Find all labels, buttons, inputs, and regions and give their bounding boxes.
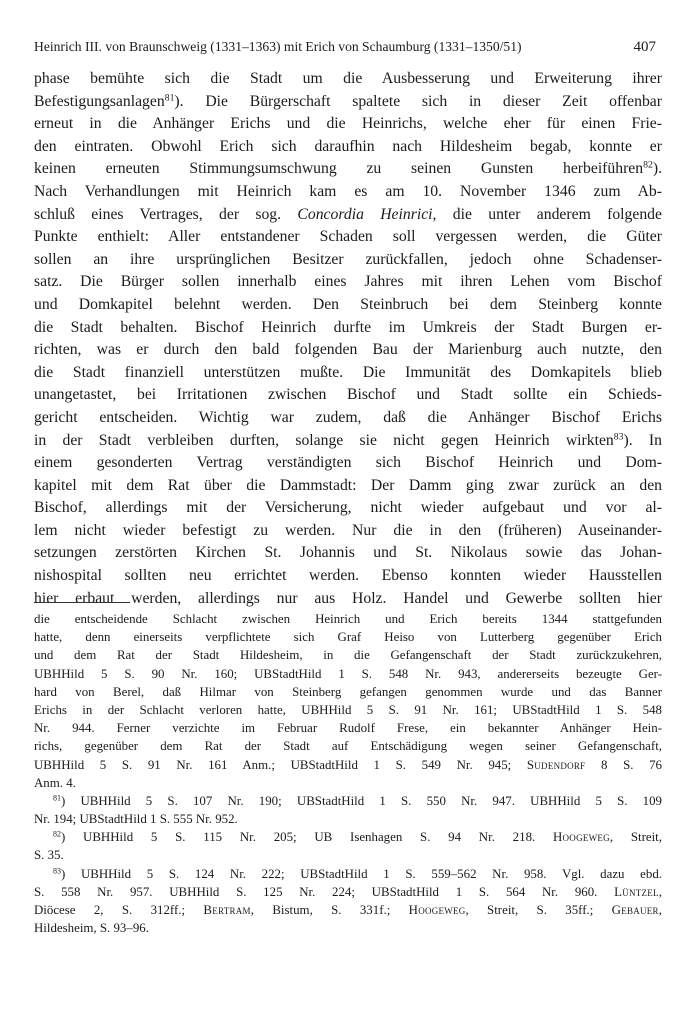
text-line: den eintraten. Obwohl Erich sich daraufhin nach Hildesheim begab, konnte er <box>34 137 662 155</box>
footnote-line: Anm. 4. <box>34 775 76 790</box>
text-line: sollen an ihre ursprünglichen Besitzer zurückfallen, jedoch ohne Schadenser- <box>34 250 662 268</box>
text-line: Punkte enthielt: Aller entstandener Schaden soll vergessen werden, die Güter <box>34 228 662 246</box>
text-line: unangetastet, bei Irritationen zwischen Bischof und Stadt sollte ein Schieds- <box>34 386 662 404</box>
footnote-83: $^{83}$) UBHHild 5 S. 124 Nr. 222; UBStadtHild 1 S. 559–562 Nr. 958. Vgl. dazu ebd. <box>53 866 662 881</box>
text-line: Bischof, allerdings mit der Versicherung, nicht wieder aufgebaut und vor al- <box>34 499 662 517</box>
running-title: Heinrich III. von Braunschweig (1331–1363) mit Erich von Schaumburg (1331–1350/51) <box>34 39 522 54</box>
footnote-line: S. 558 Nr. 957. UBHHild S. 125 Nr. 224; UBStadtHild 1 S. 564 Nr. 960. Lüntzel, <box>34 884 662 899</box>
text-line: die Stadt finanziell unterstützen mußte. Die Immunität des Domkapitels blieb <box>34 363 662 381</box>
footnote-line: Nr. 194; UBStadtHild 1 S. 555 Nr. 952. <box>34 812 238 827</box>
italic-title: Concordia Heinrici <box>297 205 433 223</box>
footnote-number: 82 <box>53 829 61 839</box>
text-line: die Stadt behalten. Bischof Heinrich durfte im Umkreis der Stadt Burgen er- <box>34 318 662 336</box>
author-name: Hoogeweg <box>408 903 466 917</box>
text-line: in der Stadt verbleiben durften, solange sie nicht gegen Heinrich wirkten$^{83}$). In <box>34 431 663 449</box>
text-line: keinen erneuten Stimmungsumschwung zu seinen Gunsten herbeiführen$^{82}$). <box>34 160 662 178</box>
footnote-line: Nr. 944. Ferner verzichte im Februar Rudolf Frese, ein bekannter Anhänger Hein- <box>34 721 662 736</box>
footnote-line: die entscheidende Schlacht zwischen Heinrich und Erich bereits 1344 stattgefunden <box>34 612 662 626</box>
footnote-line: UBHHild 5 S. 90 Nr. 160; UBStadtHild 1 S. 548 Nr. 943, andererseits bezeugte Ger- <box>34 666 662 681</box>
text-line: lem nicht wieder befestigt zu werden. Nur die in den (früheren) Auseinander- <box>34 521 662 539</box>
footnote-line: hatte, denn einerseits verpflichtete sich Graf Heiso von Lutterberg gegenüber Erich <box>34 630 662 645</box>
text-line: setzungen zerstörten Kirchen St. Johannis und St. Nikolaus sowie das Johan- <box>34 544 662 562</box>
author-name: Lüntzel <box>614 884 659 899</box>
footnote-line: richs, gegenüber dem Rat der Stadt auf Entschädigung wegen seiner Gefangenschaft, <box>34 739 662 754</box>
text-line: Nach Verhandlungen mit Heinrich kam es am 10. November 1346 zum Ab- <box>34 182 662 200</box>
text-line: gericht entscheiden. Wichtig war zudem, daß die Anhänger Bischof Erichs <box>34 408 662 426</box>
footnote-divider <box>34 602 130 603</box>
text-line: schluß eines Vertrages, der sog. Concordia Heinrici, die unter anderem folgende <box>34 205 662 223</box>
text-line: einem gesonderten Vertrag verständigten sich Bischof Heinrich und Dom- <box>34 454 662 472</box>
footnotes <box>34 610 662 937</box>
text-line: erneut in die Anhänger Erichs und die Heinrichs, welche eher für einen Frie- <box>34 115 662 133</box>
author-name: Hoogeweg <box>552 830 610 845</box>
footnote-81: $^{81}$) UBHHild 5 S. 107 Nr. 190; UBStadtHild 1 S. 550 Nr. 947. UBHHild 5 S. 109 <box>53 793 662 808</box>
text-line: kapitel mit dem Rat über die Dammstadt: Der Damm ging zwar zurück an den <box>34 476 662 494</box>
text-line: Befestigungsanlagen$^{81}$). Die Bürgerschaft spaltete sich in dieser Zeit offenbar <box>34 92 662 110</box>
text-line: und Domkapitel belehnt werden. Den Steinbruch bei dem Steinberg konnte <box>34 295 662 313</box>
footnote-line: und dem Rat der Stadt Hildesheim, in die Gefangenschaft der Stadt zurückzukehren, <box>34 648 662 663</box>
author-name: Bertram <box>203 903 251 917</box>
footnote-number: 83 <box>53 866 61 876</box>
footnote-line: Hildesheim, S. 93–96. <box>34 921 149 936</box>
running-header <box>34 38 656 56</box>
text-line: phase bemühte sich die Stadt um die Ausbesserung und Erweiterung ihrer <box>34 70 662 87</box>
text-line: richten, was er durch den bald folgenden Bau der Marienburg auch nutzte, den <box>34 341 662 359</box>
footnote-ref: 82 <box>643 160 653 172</box>
text-line: nishospital sollten neu errichtet werden. Ebenso konnten wieder Hausstellen <box>34 567 662 585</box>
footnote-ref: 81 <box>164 92 175 104</box>
footnote-line: Erichs in der Schlacht verloren hatte, UBHHild 5 S. 91 Nr. 161; UBStadtHild 1 S. 548 <box>34 702 662 717</box>
footnote-line: Diöcese 2, S. 312ff.; Bertram, Bistum, S. 331f.; Hoogeweg, Streit, S. 35ff.; Gebauer, <box>34 903 662 917</box>
footnote-line: UBHHild 5 S. 91 Nr. 161 Anm.; UBStadtHild 1 S. 549 Nr. 945; Sudendorf 8 S. 76 <box>34 757 662 772</box>
text-line: satz. Die Bürger sollen innerhalb eines Jahres mit ihren Lehen vom Bischof <box>34 273 662 291</box>
footnote-82: $^{82}$) UBHHild 5 S. 115 Nr. 205; UB Isenhagen S. 94 Nr. 218. Hoogeweg, Streit, <box>53 829 662 845</box>
author-name: Gebauer <box>611 903 659 917</box>
page-number: 407 <box>633 39 656 55</box>
footnote-ref: 83 <box>613 431 624 443</box>
footnote-line: S. 35. <box>34 848 64 863</box>
author-name: Sudendorf <box>526 757 586 772</box>
footnote-line: hard von Berel, daß Hilmar von Steinberg gefangen genommen wurde und das Banner <box>34 684 662 699</box>
main-text <box>34 68 662 610</box>
footnote-number: 81 <box>53 793 61 803</box>
text-line: hier erbaut werden, allerdings nur aus Holz. Handel und Gewerbe sollten hier <box>34 589 662 607</box>
